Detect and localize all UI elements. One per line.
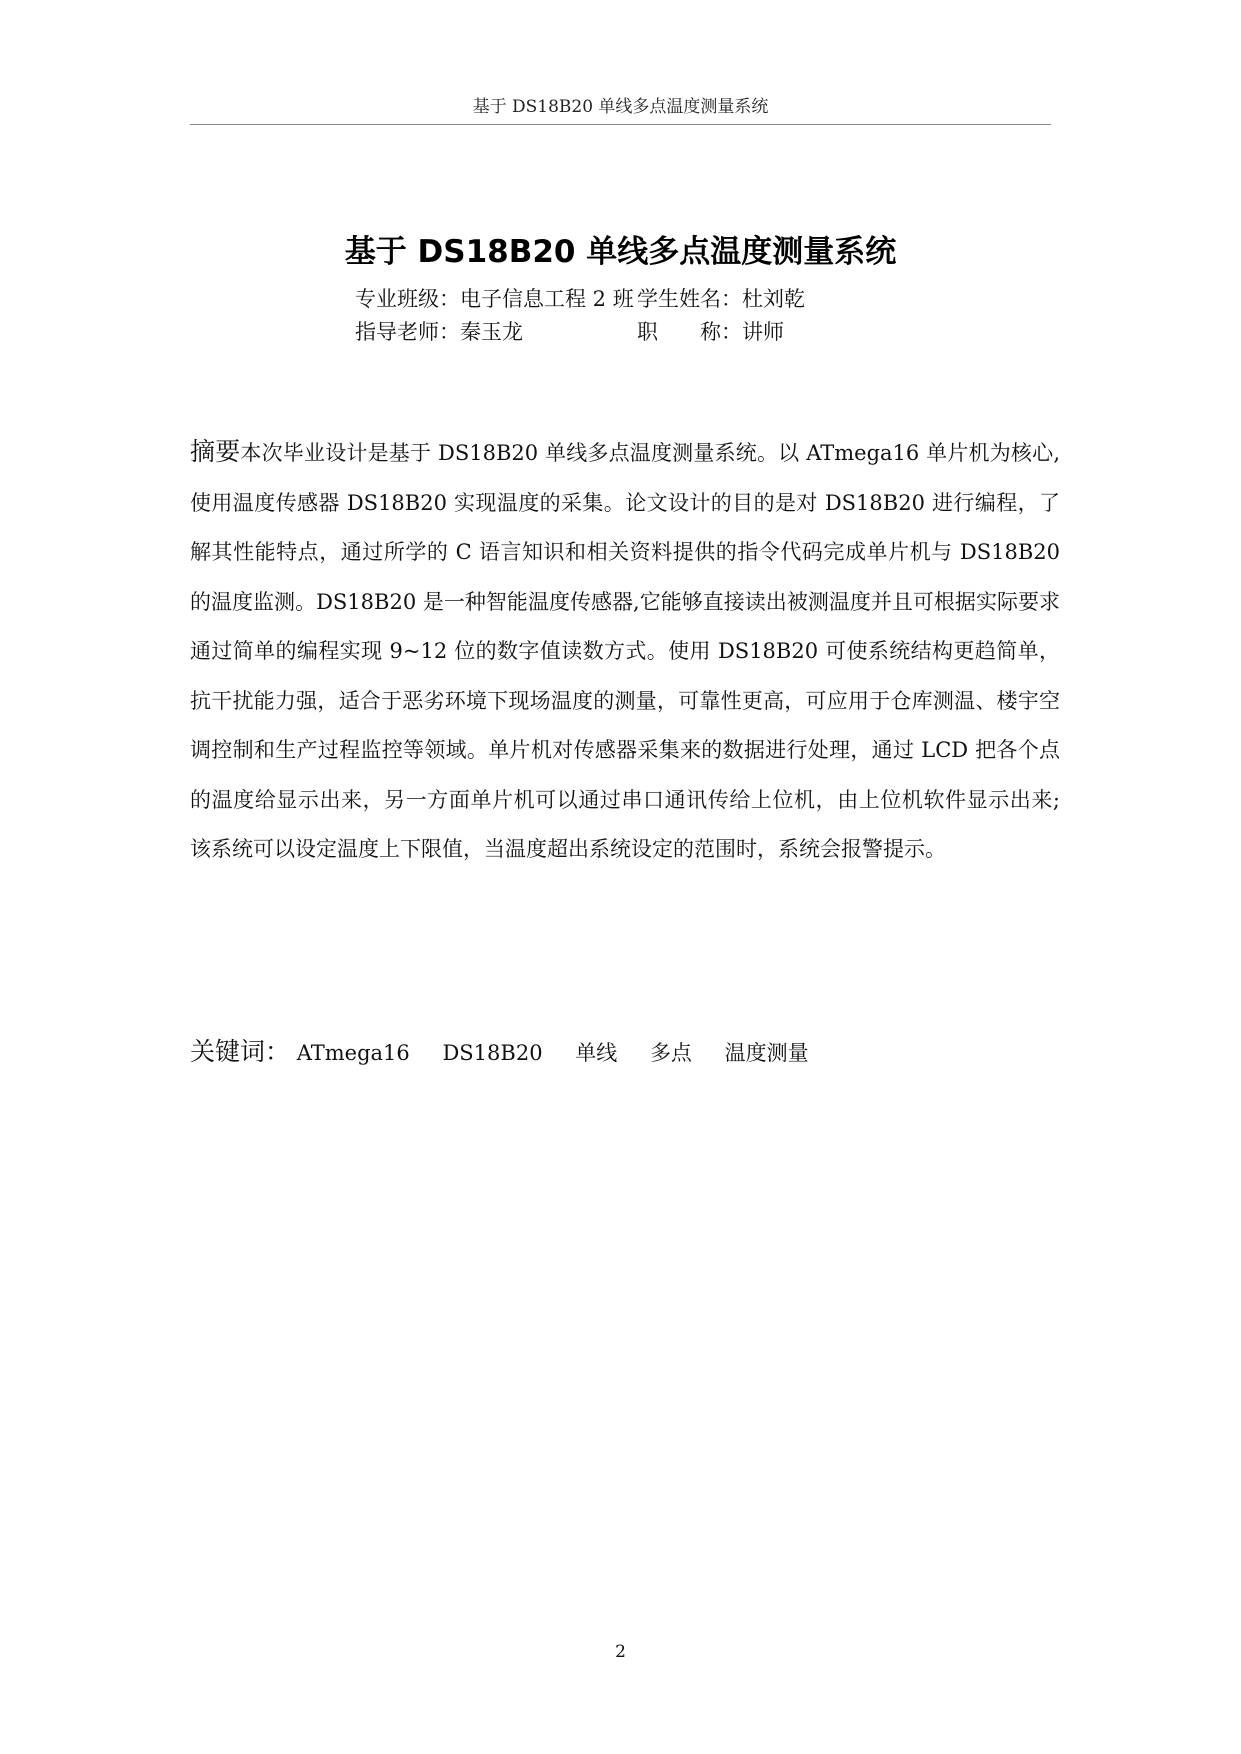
student-value: 杜刘乾 <box>742 287 805 311</box>
page-number: 2 <box>615 1642 626 1662</box>
running-header: 基于 DS18B20 单线多点温度测量系统 <box>472 97 769 117</box>
keyword: ATmega16 <box>296 1041 410 1065</box>
position-value: 讲师 <box>742 320 784 344</box>
major-label: 专业班级： <box>355 287 460 311</box>
student-label: 学生姓名： <box>637 287 742 311</box>
advisor-value: 秦玉龙 <box>460 320 523 344</box>
advisor-label: 指导老师： <box>355 320 460 344</box>
keyword: 温度测量 <box>724 1041 809 1065</box>
header-rule <box>190 124 1051 125</box>
abstract-text: 本次毕业设计是基于 DS18B20 单线多点温度测量系统。以 ATmega16 单片机为核心,使用温度传感器 DS18B20 实现温度的采集。论文设计的目的是对 DS18B20 进行编程，了解其性能特点，通过所学的 C 语言知识和相关资料提供的指令代码完成单片机与 DS18B20 的温度监测。DS18B20 是一种智能温度传感器,它能够直接读出被测温度并且可根据实际要求通过简单的编程实现 9~12 位的数字值读数方式。使用 DS18B20 可使系统结构更趋简单，抗干扰能力强，适合于恶劣环境下现场温度的测量，可靠性更高，可应用于仓库测温、楼宇空调控制和生产过程监控等领域。单片机对传感器采集来的数据进行处理，通过 LCD 把各个点的温度给显示出来，另一方面单片机可以通过串口通讯传给上位机，由上位机软件显示出来; 该系统可以设定温度上下限值，当温度超出系统设定的范围时，系统会报警提示。 <box>190 441 1060 861</box>
abstract <box>190 427 1060 875</box>
keyword: DS18B20 <box>442 1041 543 1065</box>
major-value: 电子信息工程 2 班 <box>460 287 634 311</box>
document-title: 基于 DS18B20 单线多点温度测量系统 <box>344 234 897 270</box>
keyword: 单线 <box>575 1041 618 1065</box>
keywords-label: 关键词： <box>190 1037 291 1066</box>
position-label: 职 称： <box>637 320 742 344</box>
abstract-label: 摘要 <box>190 437 241 466</box>
keyword: 多点 <box>649 1041 692 1065</box>
keywords <box>190 1032 835 1068</box>
